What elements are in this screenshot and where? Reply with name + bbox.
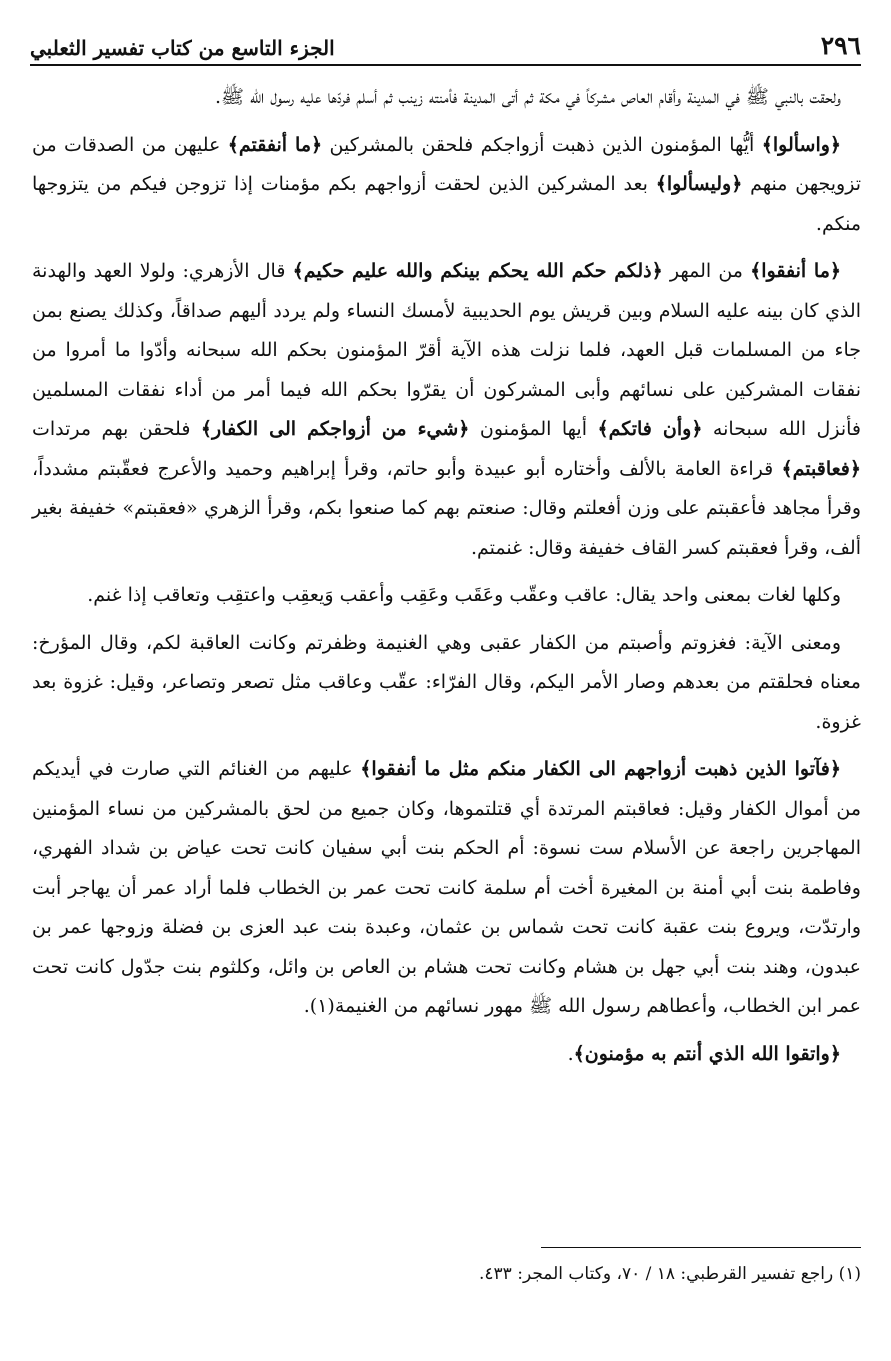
quran-quote: ﴿شيء من أزواجكم الى الكفار﴾ — [200, 418, 470, 440]
paragraph-text: عليهن من الصدقات من تزويجهن منهم — [32, 133, 861, 195]
quran-quote: ﴿واتقوا الله الذي أنتم به مؤمنون﴾ — [573, 1042, 841, 1065]
paragraph-text: أيها المؤمنون — [469, 418, 598, 440]
quran-quote: ﴿فآتوا الذين ذهبت أزواجهم الى الكفار منكم مثل ما أنفقوا﴾ — [360, 758, 841, 780]
paragraph-text: قراءة العامة بالألف وأختاره أبو عبيدة وأبو حاتم، وقرأ إبراهيم وحميد والأعرج فعقّبتم مشدداً، وقرأ مجاهد فأعقبتم على وزن أفعلتم وقال: صنعتم بهم كما صنعوا بكم، وقرأ الزهري «فعقبتم» خفيفة بغير ألف، وقرأ فعقبتم كسر القاف خفيفة وقال: غنمتم. — [32, 457, 861, 559]
paragraph-text: من المهر — [662, 260, 751, 282]
footnote-divider — [541, 1247, 861, 1248]
paragraph-text: أيُّها المؤمنون الذين ذهبت أزواجكم فلحقن بالمشركين — [322, 133, 762, 156]
quran-quote: ﴿وليسألوا﴾ — [655, 173, 743, 195]
paragraph-text: فلحقن بهم مرتدات — [32, 418, 201, 440]
paragraph-text: عليهم من الغنائم التي صارت في أيديكم من أموال الكفار وقيل: فعاقبتم المرتدة أي قتلتموها، وكان جميع من لحق بالمشركين من نساء المؤمنين المهاجرين راجعة عن الأسلام ست نسوة: أم الحكم بنت أبي سفيان كانت تحت عياض بن شداد الفهري، وفاطمة بنت أبي أمنة بن المغيرة أخت أم سلمة كانت تحت عمر بن الخطاب فلما أراد عمر أن يهاجر أبت وارتدّت، ويروع بنت عقبة كانت تحت شماس بن عثمان، وعبدة بنت عبد العزى بن فضلة وزوجها عمر بن عبدون، وهند بنت أبي جهل بن هشام وكانت تحت هشام بن العاص بن وائل، وكلثوم بنت جدّول كانت تحت عمر ابن الخطاب، وأعطاهم رسول الله ﷺ مهور نسائهم من الغنيمة(١). — [32, 758, 861, 1017]
quran-quote: ﴿ما أنفقتم﴾ — [227, 133, 323, 156]
quran-quote: ﴿ما أنفقوا﴾ — [750, 260, 842, 282]
quran-quote: ﴿وأن فاتكم﴾ — [597, 418, 703, 440]
quran-quote: ﴿فعاقبتم﴾ — [781, 457, 862, 480]
paragraph-1: ولحقت بالنبي ﷺ في المدينة وأقام العاص مشركاً في مكة ثم أتى المدينة فأمنته زينب ثم أسلم فردّها عليه رسول الله ﷺ. — [214, 86, 841, 108]
body-text — [32, 78, 861, 1082]
paragraph-2 — [32, 126, 861, 245]
page-header — [30, 24, 861, 66]
paragraph-5: ومعنى الآية: فغزوتم وأصبتم من الكفار عقبى وهي الغنيمة وظفرتم وكانت العاقبة لكم، وقال المؤرخ: معناه فحلقتم من بعدهم وصار الأمر اليكم، وقال الفرّاء: عقّب وعاقب مثل تصعر وتصاعر، وقيل: غزوة بعد غزوة. — [32, 631, 861, 733]
footnote: (١) راجع تفسير القرطبي: ١٨ / ٧٠، وكتاب المجر: ٤٣٣. — [479, 1264, 861, 1284]
paragraph-4: وكلها لغات بمعنى واحد يقال: عاقب وعقّب وعَقَب وعَقِب وأعقب وَيعقِب واعتقِب وتعاقب إذا غنم. — [87, 584, 841, 606]
quran-quote: ﴿واسألوا﴾ — [761, 133, 842, 156]
paragraph-text: قال الأزهري: ولولا العهد والهدنة الذي كان بينه عليه السلام وبين قريش يوم الحديبية لأمسك النساء ولم يردد أليهم صداقاً، وكذلك يصنع بمن جاء من المسلمات قبل العهد، فلما نزلت هذه الآية أقرّ المؤمنون بحكم الله سبحانه وأدّوا ما أمروا من نفقات المشركين على نسائهم وأبى المشركون أن يقرّوا بحكم الله فيما أمر من أداء نفقات المسلمين فأنزل الله سبحانه — [32, 260, 862, 440]
running-title: الجزء التاسع من كتاب تفسير الثعلبي — [30, 36, 335, 60]
paragraph-3 — [32, 252, 861, 568]
paragraph-7 — [32, 1035, 861, 1075]
paragraph-6 — [32, 750, 861, 1027]
paragraph-text: . — [567, 1042, 574, 1065]
paragraph-text: بعد المشركين الذين لحقت أزواجهم بكم مؤمنات إذا تزوجن فيكم من يتزوجها منكم. — [32, 173, 861, 235]
quran-quote: ﴿ذلكم حكم الله يحكم بينكم والله عليم حكيم﴾ — [292, 260, 663, 282]
page-number: ٢٩٦ — [820, 31, 861, 60]
